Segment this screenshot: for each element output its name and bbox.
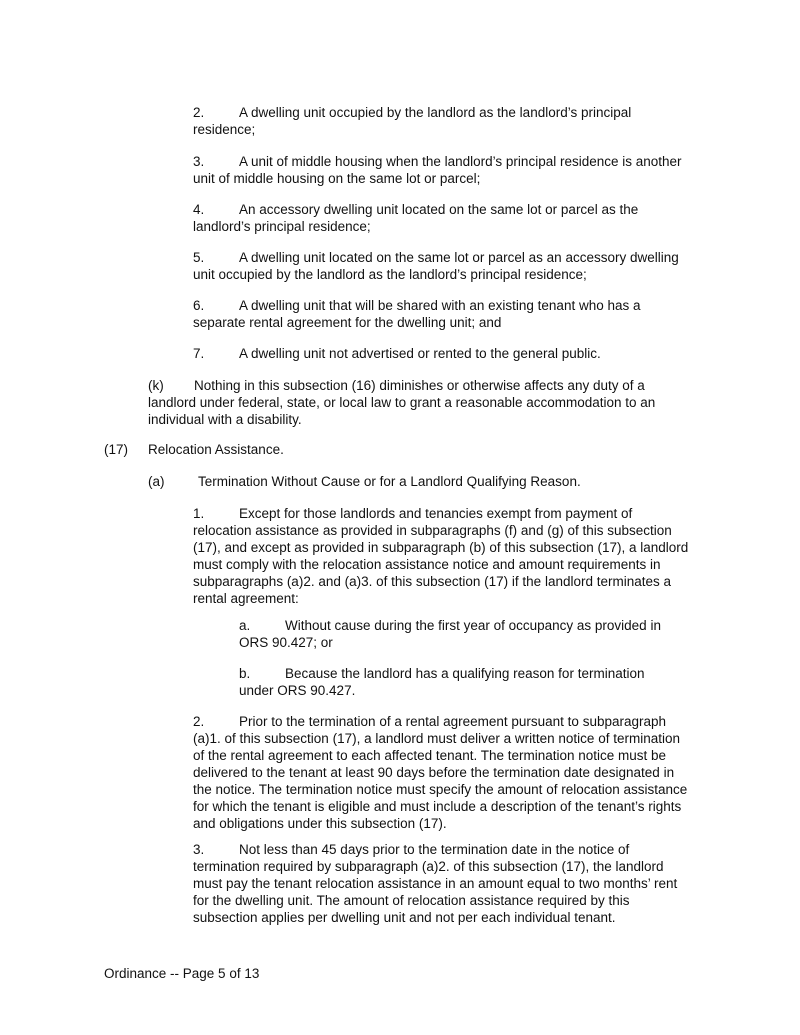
subparagraph-number: (a)	[148, 474, 165, 489]
item-text: Without cause during the first year of occupancy as provided in ORS 90.427; or	[239, 618, 661, 650]
section-number: (17)	[104, 442, 129, 457]
item-text: A dwelling unit that will be shared with an existing tenant who has a separate rental agreement for the dwelling unit; and	[193, 298, 641, 330]
list-item	[193, 201, 693, 235]
item-number: 7.	[193, 346, 205, 361]
paragraph-k	[148, 377, 693, 428]
item-text: A dwelling unit not advertised or rented to the general public.	[239, 346, 601, 361]
item-text: Not less than 45 days prior to the termination date in the notice of termination required by subparagraph (a)2. of this subsection (17), the landlord must pay the tenant relocation assistance in an amount equal to two months’ rent for the dwelling unit. The amount of relocation assistance required by this subsection applies per dwelling unit and not per each individual tenant.	[193, 842, 678, 925]
section-title: Relocation Assistance.	[148, 442, 284, 457]
list-item	[239, 617, 664, 651]
item-number: 3.	[193, 154, 205, 169]
list-item	[193, 153, 693, 187]
subparagraph-title: Termination Without Cause or for a Landlord Qualifying Reason.	[198, 474, 581, 489]
list-item	[193, 713, 693, 832]
list-item	[193, 841, 693, 926]
page-footer: Ordinance -- Page 5 of 13	[104, 965, 260, 981]
list-item	[193, 249, 693, 283]
list-item	[239, 665, 664, 699]
item-number: 1.	[193, 506, 205, 521]
paragraph-number: (k)	[148, 378, 164, 393]
item-text: A unit of middle housing when the landlord’s principal residence is another unit of middle housing on the same lot or parcel;	[193, 154, 682, 186]
list-item	[193, 297, 693, 331]
item-number: 6.	[193, 298, 205, 313]
item-number: 2.	[193, 105, 205, 120]
item-number: 3.	[193, 842, 205, 857]
list-item	[193, 505, 693, 607]
list-item	[193, 104, 693, 138]
paragraph-text: Nothing in this subsection (16) diminishes or otherwise affects any duty of a landlord under federal, state, or local law to grant a reasonable accommodation to an individual with a disability.	[148, 378, 656, 427]
item-text: A dwelling unit occupied by the landlord as the landlord’s principal residence;	[193, 105, 632, 137]
item-letter: a.	[239, 618, 251, 633]
item-text: Because the landlord has a qualifying reason for termination under ORS 90.427.	[239, 666, 645, 698]
item-letter: b.	[239, 666, 251, 681]
item-text: A dwelling unit located on the same lot or parcel as an accessory dwelling unit occupied by the landlord as the landlord’s principal residence;	[193, 250, 679, 282]
list-item	[193, 345, 693, 362]
item-text: Except for those landlords and tenancies exempt from payment of relocation assistance as provided in subparagraphs (f) and (g) of this subsection (17), and except as provided in subparagraph (b) of this subsection (17), a landlord must comply with the relocation assistance notice and amount requirements in subparagraphs (a)2. and (a)3. of this subsection (17) if the landlord terminates a rental agreement:	[193, 506, 689, 606]
item-number: 4.	[193, 202, 205, 217]
item-text: An accessory dwelling unit located on the same lot or parcel as the landlord’s principal residence;	[193, 202, 639, 234]
item-number: 2.	[193, 714, 205, 729]
item-number: 5.	[193, 250, 205, 265]
item-text: Prior to the termination of a rental agreement pursuant to subparagraph (a)1. of this subsection (17), a landlord must deliver a written notice of termination of the rental agreement to each affected tenant. The termination notice must be delivered to the tenant at least 90 days before the termination date designated in the notice. The termination notice must specify the amount of relocation assistance for which the tenant is eligible and must include a description of the tenant’s rights and obligations under this subsection (17).	[193, 714, 688, 831]
